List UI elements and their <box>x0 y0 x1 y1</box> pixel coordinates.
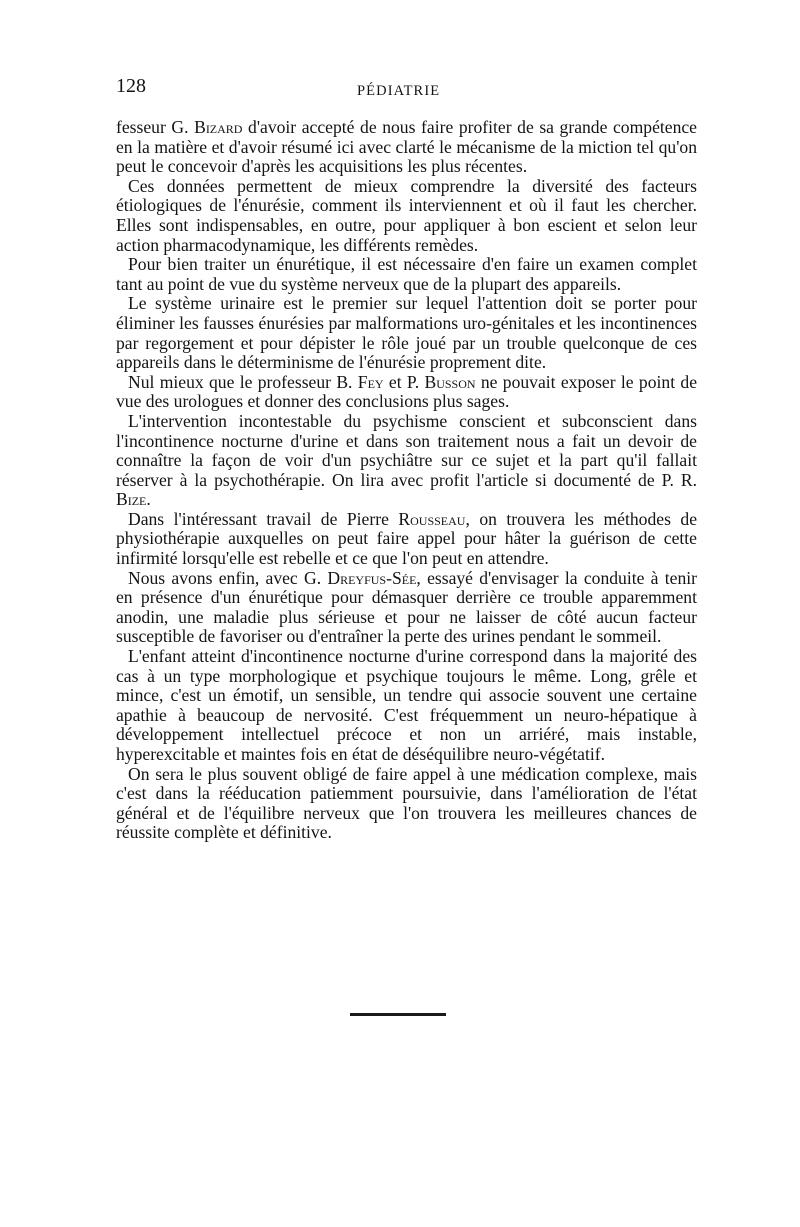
paragraph <box>116 569 697 647</box>
text-run: et P. <box>383 371 425 392</box>
paragraph <box>116 255 697 294</box>
text-run: Nul mieux que le professeur B. <box>128 371 358 392</box>
running-head <box>116 74 698 104</box>
paragraph <box>116 373 697 412</box>
paragraph <box>116 118 697 177</box>
author-name: Rousseau <box>398 508 466 529</box>
paragraph <box>116 412 697 510</box>
body-text <box>116 118 697 843</box>
text-run: fesseur G. <box>116 117 195 137</box>
paragraph <box>116 294 697 372</box>
author-name: Busson <box>424 371 476 392</box>
text-run: d'avoir accepté de nous faire profiter de sa grande compétence en la matière et d'avoir résumé ici avec clarté le mécanisme de la miction tel qu'on peut le concevoir d'après les acquisitions les plus récentes. <box>116 117 697 177</box>
author-name: Fey <box>357 371 384 392</box>
text-run: , essayé d'envisager la conduite à tenir en présence d'un énurétique pour démasquer derrière ce trouble apparemment anodin, une maladie plus sérieuse et pour ne laisser de côté aucun facteur susceptible de favoriser ou d'entraîner la perte des urines pendant le sommeil. <box>116 567 697 647</box>
paragraph <box>116 177 697 255</box>
text-run: Nous avons enfin, avec G. <box>128 567 328 588</box>
text-run: ne pouvait exposer le point de vue des urologues et donner des conclusions plus sages. <box>116 371 698 412</box>
end-rule <box>350 1013 446 1016</box>
paragraph <box>116 510 697 569</box>
text-run: On sera le plus souvent obligé de faire appel à une médication complexe, mais c'est dans la rééducation patiemment poursuivie, dans l'amélioration de l'état général et de l'équilibre nerveux que l'on trouvera les meilleures chances de réussite complète et définitive. <box>116 763 697 843</box>
paragraph <box>116 647 697 765</box>
running-title: PÉDIATRIE <box>357 83 441 99</box>
page-number: 128 <box>116 75 146 97</box>
author-name: Dreyfus-Sée <box>327 567 417 588</box>
text-run: Ces données permettent de mieux comprendre la diversité des facteurs étiologiques de l'énurésie, comment ils interviennent et où il faut les chercher. Elles sont indispensables, en outre, pour appliquer à bon escient et selon leur action pharmacodynamique, les différents remèdes. <box>116 175 697 255</box>
author-name: Bizard <box>194 117 243 137</box>
text-run: . <box>146 489 151 510</box>
text-run: Le système urinaire est le premier sur lequel l'attention doit se porter pour éliminer les fausses énurésies par malformations uro-génitales et les incontinences par regorgement et pour dépister le rôle joué par un trouble quelconque de ces appareils dans le déterminisme de l'énurésie proprement dite. <box>116 293 697 373</box>
paragraph <box>116 765 697 843</box>
text-run: L'enfant atteint d'incontinence nocturne d'urine correspond dans la majorité des cas à un type morphologique et psychique toujours le même. Long, grêle et mince, c'est un émotif, un sensible, un tendre qui associe souvent une certaine apathie à beaucoup de nervosité. C'est fréquemment un neuro-hépatique à développement intellectuel précoce et non un arriéré, mais instable, hyperexcitable et maintes fois en état de déséquilibre neuro-végétatif. <box>116 646 697 764</box>
text-run: L'intervention incontestable du psychisme conscient et subconscient dans l'incontinence nocturne d'urine et dans son traitement nous a fait un devoir de connaître la façon de voir d'un psychiâtre sur ce sujet et la part qu'il fallait réserver à la psychothérapie. On lira avec profit l'article si documenté de P. R. <box>116 410 697 490</box>
text-run: Dans l'intéressant travail de Pierre <box>128 508 399 529</box>
author-name: Bize <box>116 489 147 510</box>
text-run: , on trouvera les méthodes de physiothérapie auxquelles on peut faire appel pour hâter la guérison de cette infirmité lorsqu'elle est rebelle et ce que l'on peut en attendre. <box>116 508 697 569</box>
text-run: Pour bien traiter un énurétique, il est nécessaire d'en faire un examen complet tant au point de vue du système nerveux que de la plupart des appareils. <box>116 254 697 294</box>
